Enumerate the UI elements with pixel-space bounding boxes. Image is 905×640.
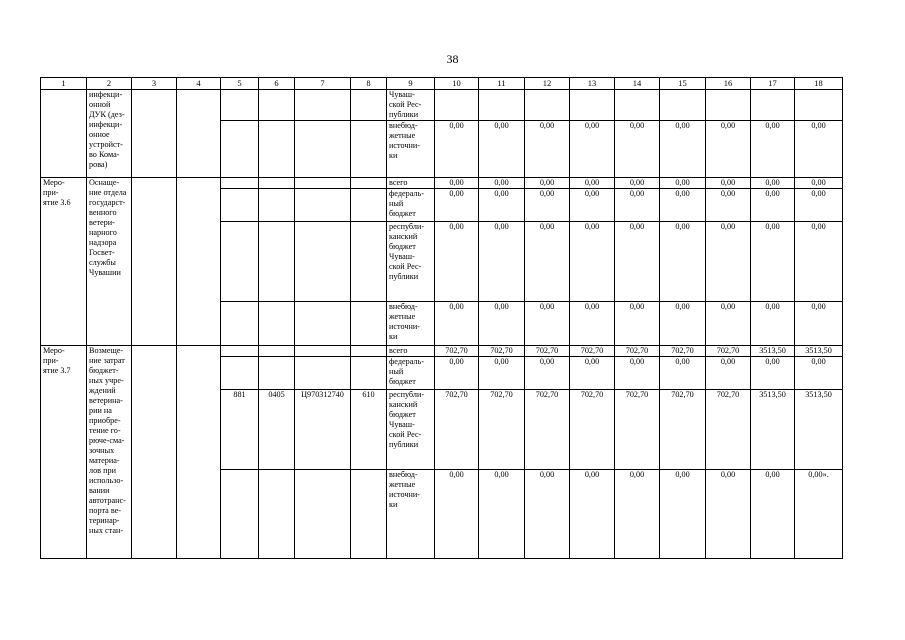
value-cell: 0,00 xyxy=(570,302,615,346)
empty-cell xyxy=(295,302,351,346)
source-label: всего xyxy=(387,178,435,189)
value-cell: 0,00 xyxy=(706,121,751,178)
code-grbs: 881 xyxy=(221,390,259,470)
empty-cell xyxy=(177,90,221,178)
empty-cell xyxy=(706,90,751,121)
empty-cell xyxy=(295,90,351,121)
value-cell: 0,00 xyxy=(795,189,843,222)
value-cell: 0,00 xyxy=(435,357,479,390)
page-number: 38 xyxy=(446,52,459,66)
empty-cell xyxy=(525,90,570,121)
empty-cell xyxy=(295,178,351,189)
value-cell: 702,70 xyxy=(706,390,751,470)
column-header: 2 xyxy=(87,78,132,90)
value-cell: 0,00 xyxy=(570,121,615,178)
value-cell: 0,00 xyxy=(570,222,615,302)
value-cell: 0,00 xyxy=(479,222,525,302)
empty-cell xyxy=(259,90,295,121)
empty-cell xyxy=(221,357,259,390)
source-label: федераль- ный бюджет xyxy=(387,189,435,222)
value-cell: 0,00 xyxy=(795,121,843,178)
value-cell: 0,00 xyxy=(479,178,525,189)
source-label: всего xyxy=(387,346,435,357)
value-cell: 0,00 xyxy=(570,357,615,390)
empty-cell xyxy=(351,189,387,222)
empty-cell xyxy=(295,189,351,222)
empty-cell xyxy=(295,121,351,178)
value-cell: 0,00 xyxy=(435,178,479,189)
column-header: 13 xyxy=(570,78,615,90)
value-cell: 702,70 xyxy=(525,390,570,470)
value-cell: 0,00 xyxy=(525,121,570,178)
empty-cell xyxy=(259,357,295,390)
value-cell: 3513,50 xyxy=(751,390,795,470)
value-cell: 0,00 xyxy=(525,189,570,222)
value-cell: 0,00 xyxy=(479,189,525,222)
measure-label: Меро- при- ятие 3.6 xyxy=(41,178,87,346)
value-cell: 0,00 xyxy=(615,121,660,178)
value-cell: 0,00 xyxy=(706,189,751,222)
value-cell: 0,00 xyxy=(615,302,660,346)
empty-cell xyxy=(132,90,177,178)
empty-cell xyxy=(221,346,259,357)
table-row xyxy=(41,346,843,357)
table-row xyxy=(41,178,843,189)
column-header: 1 xyxy=(41,78,87,90)
value-cell: 0,00 xyxy=(751,189,795,222)
value-cell: 0,00 xyxy=(435,121,479,178)
value-cell: 0,00 xyxy=(435,470,479,559)
value-cell: 0,00 xyxy=(615,222,660,302)
value-cell: 0,00 xyxy=(479,357,525,390)
value-cell: 702,70 xyxy=(615,390,660,470)
empty-cell xyxy=(351,470,387,559)
value-cell: 0,00 xyxy=(795,178,843,189)
column-header: 16 xyxy=(706,78,751,90)
empty-cell xyxy=(259,121,295,178)
value-cell: 0,00 xyxy=(660,189,706,222)
empty-cell xyxy=(221,178,259,189)
value-cell: 0,00 xyxy=(479,302,525,346)
source-label: внебюд- жетные источни- ки xyxy=(387,121,435,178)
empty-cell xyxy=(795,90,843,121)
empty-cell xyxy=(259,178,295,189)
source-label: Чуваш- ской Рес- публики xyxy=(387,90,435,121)
value-cell: 702,70 xyxy=(435,390,479,470)
value-cell: 702,70 xyxy=(660,390,706,470)
empty-cell xyxy=(259,346,295,357)
empty-cell xyxy=(221,302,259,346)
value-cell: 0,00 xyxy=(615,470,660,559)
column-header: 3 xyxy=(132,78,177,90)
column-header: 4 xyxy=(177,78,221,90)
empty-cell xyxy=(295,470,351,559)
source-label: республи- канский бюджет Чуваш- ской Рес- публики xyxy=(387,390,435,470)
measure-name: Оснаще- ние отдела государст- венного ветери- нарного надзора Госвет- службы Чувашии xyxy=(87,178,132,346)
value-cell: 702,70 xyxy=(479,346,525,357)
empty-cell xyxy=(259,302,295,346)
measure-name: инфекци- онной ДУК (дез- инфекци- онное устройст- во Кома- рова) xyxy=(87,90,132,178)
empty-cell xyxy=(221,90,259,121)
value-cell: 0,00 xyxy=(660,178,706,189)
value-cell: 0,00 xyxy=(751,470,795,559)
value-cell: 0,00 xyxy=(479,470,525,559)
value-cell: 0,00 xyxy=(795,302,843,346)
code-csr: Ц970312740 xyxy=(295,390,351,470)
value-cell: 702,70 xyxy=(525,346,570,357)
empty-cell xyxy=(132,346,177,559)
value-cell: 0,00 xyxy=(570,189,615,222)
value-cell: 702,70 xyxy=(660,346,706,357)
value-cell: 0,00 xyxy=(751,302,795,346)
empty-cell xyxy=(351,121,387,178)
column-number-row xyxy=(41,78,843,90)
column-header: 7 xyxy=(295,78,351,90)
column-header: 5 xyxy=(221,78,259,90)
empty-cell xyxy=(351,222,387,302)
empty-cell xyxy=(259,189,295,222)
empty-cell xyxy=(479,90,525,121)
table-row xyxy=(41,90,843,121)
empty-cell xyxy=(259,222,295,302)
column-header: 11 xyxy=(479,78,525,90)
value-cell: 0,00 xyxy=(435,189,479,222)
empty-cell xyxy=(615,90,660,121)
empty-cell xyxy=(177,178,221,346)
source-label: федераль- ный бюджет xyxy=(387,357,435,390)
value-cell: 0,00 xyxy=(615,178,660,189)
value-cell: 3513,50 xyxy=(795,390,843,470)
column-header: 8 xyxy=(351,78,387,90)
value-cell: 0,00 xyxy=(751,222,795,302)
empty-cell xyxy=(351,178,387,189)
value-cell: 0,00 xyxy=(479,121,525,178)
value-cell: 0,00 xyxy=(706,470,751,559)
empty-cell xyxy=(751,90,795,121)
empty-cell xyxy=(660,90,706,121)
empty-cell xyxy=(435,90,479,121)
measure-label-cell xyxy=(41,90,87,178)
value-cell: 0,00 xyxy=(570,470,615,559)
empty-cell xyxy=(259,470,295,559)
value-cell: 0,00 xyxy=(435,222,479,302)
value-cell: 0,00 xyxy=(525,470,570,559)
value-cell: 0,00 xyxy=(660,357,706,390)
source-label: внебюд- жетные источни- ки xyxy=(387,470,435,559)
code-vr: 610 xyxy=(351,390,387,470)
empty-cell xyxy=(351,90,387,121)
source-label: республи- канский бюджет Чуваш- ской Рес- публики xyxy=(387,222,435,302)
column-header: 10 xyxy=(435,78,479,90)
column-header: 14 xyxy=(615,78,660,90)
value-cell: 0,00 xyxy=(525,302,570,346)
measure-name: Возмеще- ние затрат бюджет- ных учре- ждений ветеринa- рии на приобре- тение го- рюче-сма- зочных материа- лов при использо- вании автотранс- порта ве- теринар- ных стан- xyxy=(87,346,132,559)
value-cell: 0,00 xyxy=(660,121,706,178)
column-header: 18 xyxy=(795,78,843,90)
measure-label: Меро- при- ятие 3.7 xyxy=(41,346,87,559)
value-cell: 0,00 xyxy=(660,222,706,302)
value-cell: 0,00 xyxy=(751,178,795,189)
empty-cell xyxy=(221,121,259,178)
value-cell: 702,70 xyxy=(479,390,525,470)
program-table xyxy=(40,77,843,559)
empty-cell xyxy=(295,346,351,357)
value-cell: 702,70 xyxy=(706,346,751,357)
column-header: 6 xyxy=(259,78,295,90)
value-cell: 0,00 xyxy=(706,178,751,189)
value-cell: 0,00 xyxy=(525,222,570,302)
value-cell: 0,00 xyxy=(615,189,660,222)
value-cell: 0,00 xyxy=(751,357,795,390)
empty-cell xyxy=(132,178,177,346)
value-cell: 0,00 xyxy=(751,121,795,178)
empty-cell xyxy=(221,222,259,302)
value-cell: 0,00 xyxy=(435,302,479,346)
value-cell: 0,00 xyxy=(660,302,706,346)
value-cell: 702,70 xyxy=(570,390,615,470)
empty-cell xyxy=(295,222,351,302)
value-cell: 0,00 xyxy=(660,470,706,559)
value-cell: 0,00 xyxy=(795,222,843,302)
value-cell: 0,00 xyxy=(795,357,843,390)
empty-cell xyxy=(351,357,387,390)
value-cell: 3513,50 xyxy=(795,346,843,357)
value-cell: 0,00 xyxy=(525,357,570,390)
empty-cell xyxy=(221,189,259,222)
value-cell: 702,70 xyxy=(615,346,660,357)
column-header: 15 xyxy=(660,78,706,90)
empty-cell xyxy=(221,470,259,559)
value-cell: 3513,50 xyxy=(751,346,795,357)
empty-cell xyxy=(351,302,387,346)
value-cell: 702,70 xyxy=(570,346,615,357)
value-cell: 0,00 xyxy=(570,178,615,189)
empty-cell xyxy=(295,357,351,390)
code-rz-pr: 0405 xyxy=(259,390,295,470)
empty-cell xyxy=(177,346,221,559)
value-cell: 702,70 xyxy=(435,346,479,357)
value-cell: 0,00 xyxy=(706,302,751,346)
column-header: 17 xyxy=(751,78,795,90)
value-cell: 0,00 xyxy=(615,357,660,390)
value-cell: 0,00 xyxy=(525,178,570,189)
column-header: 9 xyxy=(387,78,435,90)
value-cell: 0,00 xyxy=(706,222,751,302)
column-header: 12 xyxy=(525,78,570,90)
value-cell: 0,00 xyxy=(706,357,751,390)
empty-cell xyxy=(570,90,615,121)
empty-cell xyxy=(351,346,387,357)
value-cell: 0,00». xyxy=(795,470,843,559)
source-label: внебюд- жетные источни- ки xyxy=(387,302,435,346)
